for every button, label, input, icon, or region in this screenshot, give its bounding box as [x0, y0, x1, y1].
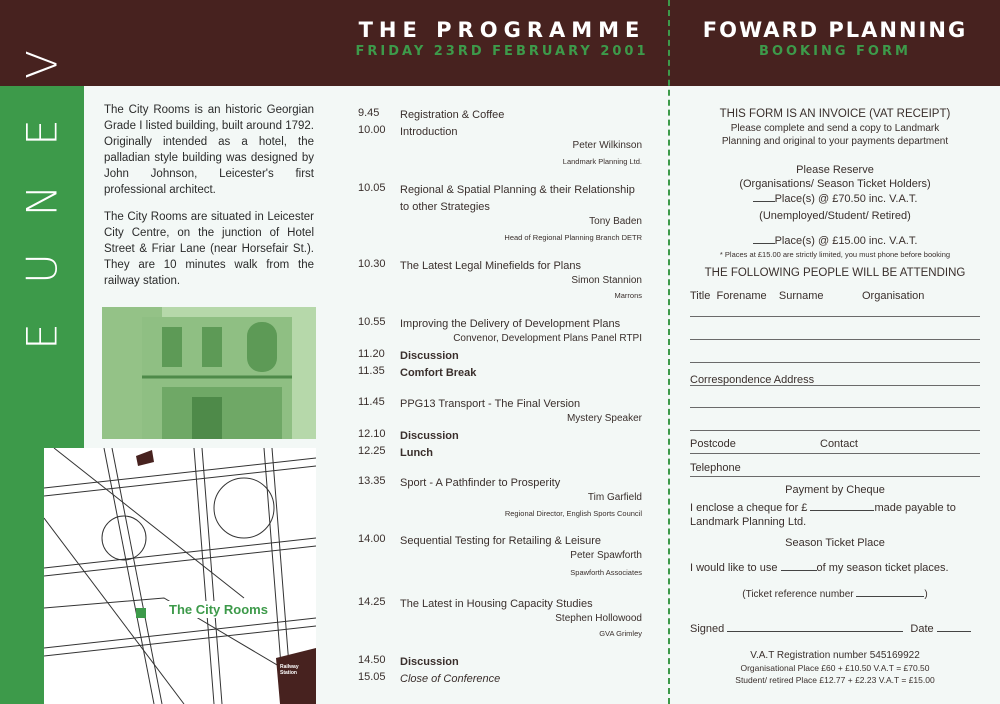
signed-label: Signed — [690, 623, 725, 635]
programme-title-text: Sequential Testing for Retailing & Leisure — [400, 535, 601, 547]
programme-title-text: Sport - A Pathfinder to Prosperity — [400, 477, 561, 489]
programme-speaker: Tony Baden — [589, 216, 642, 227]
programme-org: Marrons — [614, 291, 642, 300]
org-breakdown: Organisational Place £60 + £10.50 V.A.T = £70.50 — [740, 663, 930, 673]
attendee-line-1[interactable] — [690, 316, 980, 317]
payment-heading: Payment by Cheque — [785, 484, 885, 496]
programme-title-text: Discussion — [400, 656, 459, 668]
cheque-row — [690, 501, 980, 529]
cheque-prefix: I enclose a cheque for £ — [690, 502, 808, 514]
programme-org: Head of Regional Planning Branch DETR — [504, 233, 642, 242]
date-label: Date — [910, 623, 934, 635]
season-suffix: of my season ticket places. — [816, 562, 949, 574]
telephone-label: Telephone — [690, 462, 741, 474]
programme-time: 10.05 — [358, 182, 386, 194]
col-title: Title — [690, 290, 711, 302]
attendee-columns — [690, 290, 980, 302]
programme-date: FRIDAY 23RD FEBRUARY 2001 — [355, 44, 649, 59]
programme-speaker: Stephen Hollowood — [555, 613, 642, 624]
programme-title-text: Comfort Break — [400, 367, 477, 379]
student-breakdown: Student/ retired Place £12.77 + £2.23 V.A.T = £15.00 — [735, 675, 935, 685]
programme-time: 11.35 — [358, 365, 385, 377]
col-organisation: Organisation — [862, 290, 925, 302]
address-line-2[interactable] — [690, 407, 980, 408]
programme-speaker: Tim Garfield — [587, 492, 642, 503]
programme-time: 15.05 — [358, 671, 386, 683]
map-station-label: Railway Station — [280, 664, 299, 676]
programme-time: 11.20 — [358, 348, 385, 360]
places-note: * Places at £15.00 are strictly limited, you must phone before booking — [719, 250, 951, 259]
programme-title-text: Introduction — [400, 126, 458, 138]
programme-time: 12.10 — [358, 428, 386, 440]
cheque-payee: Landmark Planning Ltd. — [690, 516, 807, 528]
programme-time: 9.45 — [358, 107, 380, 119]
programme-speaker: Convenor, Development Plans Panel RTPI — [453, 333, 642, 344]
unemployed-places-row — [690, 234, 980, 247]
venue-letter: E — [17, 119, 67, 146]
ticket-ref-close: ) — [924, 589, 928, 600]
season-heading: Season Ticket Place — [785, 537, 885, 549]
attendee-line-2[interactable] — [690, 339, 980, 340]
programme-org: Landmark Planning Ltd. — [562, 157, 642, 166]
programme-org: GVA Grimley — [599, 629, 642, 638]
ticket-ref-field[interactable] — [856, 587, 924, 597]
unemployed-heading: (Unemployed/Student/ Retired) — [759, 210, 911, 222]
address-line-3[interactable] — [690, 430, 980, 431]
venue-letter: N — [17, 184, 67, 217]
programme-time: 10.55 — [358, 316, 386, 328]
season-places-field[interactable] — [781, 561, 817, 571]
reserve-heading: Please Reserve — [796, 164, 874, 176]
programme-title-text: Close of Conference — [400, 673, 501, 685]
vat-registration: V.A.T Registration number 545169922 — [750, 650, 920, 661]
date-field[interactable] — [937, 622, 971, 632]
invoice-heading: THIS FORM IS AN INVOICE (VAT RECEIPT) — [719, 108, 951, 120]
postcode-label: Postcode — [690, 438, 736, 450]
postcode-line[interactable] — [690, 453, 980, 454]
season-row — [690, 561, 980, 574]
venue-letter: V — [17, 50, 67, 79]
postcode-row — [690, 438, 980, 450]
programme-speaker: Peter Wilkinson — [572, 140, 642, 151]
org-places-field[interactable] — [753, 192, 775, 202]
season-prefix: I would like to use — [690, 562, 778, 574]
programme-time: 10.00 — [358, 124, 386, 136]
programme-title-text: Improving the Delivery of Development Plans — [400, 318, 621, 330]
header-bar — [0, 0, 1000, 86]
correspondence-label: Correspondence Address — [690, 374, 815, 386]
programme-time: 14.00 — [358, 533, 386, 545]
map-city-rooms-label: The City Rooms — [166, 601, 271, 618]
programme-title-text: The Latest in Housing Capacity Studies — [400, 598, 593, 610]
signature-field[interactable] — [727, 622, 903, 632]
contact-label: Contact — [820, 438, 858, 450]
org-price-label: Place(s) @ £70.50 inc. V.A.T. — [774, 193, 918, 205]
programme-time: 13.35 — [358, 475, 386, 487]
programme-org: Regional Director, English Sports Council — [504, 509, 642, 518]
programme-title-text: PPG13 Transport - The Final Version — [400, 398, 581, 410]
programme-title-text: The Latest Legal Minefields for Plans — [400, 260, 581, 272]
venue-letter: U — [17, 253, 67, 284]
programme-title: THE PROGRAMME — [358, 18, 646, 42]
venue-description: The City Rooms is an historic Georgian Grade I listed building, built around 1792. Originally intended as a hotel, the palladian style building was designed by John Johnson, Leicester's first professional architect. — [104, 104, 314, 196]
cheque-suffix: made payable to — [874, 502, 956, 514]
signature-row — [690, 622, 980, 635]
unemployed-price-label: Place(s) @ £15.00 inc. V.A.T. — [774, 235, 918, 247]
venue-letter: E — [17, 323, 67, 350]
programme-org: Spawforth Associates — [570, 568, 642, 577]
programme-time: 14.25 — [358, 596, 386, 608]
org-places-row — [690, 192, 980, 205]
attending-heading: THE FOLLOWING PEOPLE WILL BE ATTENDING — [704, 267, 966, 279]
ticket-ref-row — [690, 587, 980, 600]
col-forename: Forename — [716, 290, 767, 302]
programme-title-text: Discussion — [400, 430, 459, 442]
booking-title: FOWARD PLANNING — [702, 18, 968, 42]
col-surname: Surname — [778, 290, 824, 302]
org-holders-label: (Organisations/ Season Ticket Holders) — [739, 178, 931, 190]
telephone-line[interactable] — [690, 476, 980, 477]
unemployed-places-field[interactable] — [753, 234, 775, 244]
programme-time: 12.25 — [358, 445, 386, 457]
programme-title-text: Regional & Spatial Planning & their Relationship to other Strategies — [400, 184, 635, 213]
booking-subtitle: BOOKING FORM — [759, 44, 911, 59]
programme-time: 10.30 — [358, 258, 386, 270]
programme-title-text: Lunch — [400, 447, 433, 459]
invoice-instructions: Please complete and send a copy to Landmark Planning and original to your payments department — [721, 123, 949, 147]
programme-time: 14.50 — [358, 654, 386, 666]
venue-location: The City Rooms are situated in Leicester City Centre, on the junction of Hotel Street & Friar Lane (near Horsefair St.). They are 10 minutes walk from the railway station. — [104, 211, 314, 287]
programme-title-text: Discussion — [400, 350, 459, 362]
programme-title-text: Registration & Coffee — [400, 109, 505, 121]
location-map — [44, 448, 316, 704]
programme-speaker: Mystery Speaker — [566, 413, 642, 424]
programme-speaker: Simon Stannion — [571, 275, 642, 286]
address-line-1[interactable] — [690, 385, 980, 386]
cheque-amount-field[interactable] — [810, 501, 874, 511]
ticket-ref-label: (Ticket reference number — [742, 589, 854, 600]
tear-off-divider — [668, 0, 670, 704]
programme-time: 11.45 — [358, 396, 385, 408]
programme-speaker: Peter Spawforth — [570, 550, 642, 561]
city-rooms-photo — [102, 307, 316, 439]
attendee-line-3[interactable] — [690, 362, 980, 363]
